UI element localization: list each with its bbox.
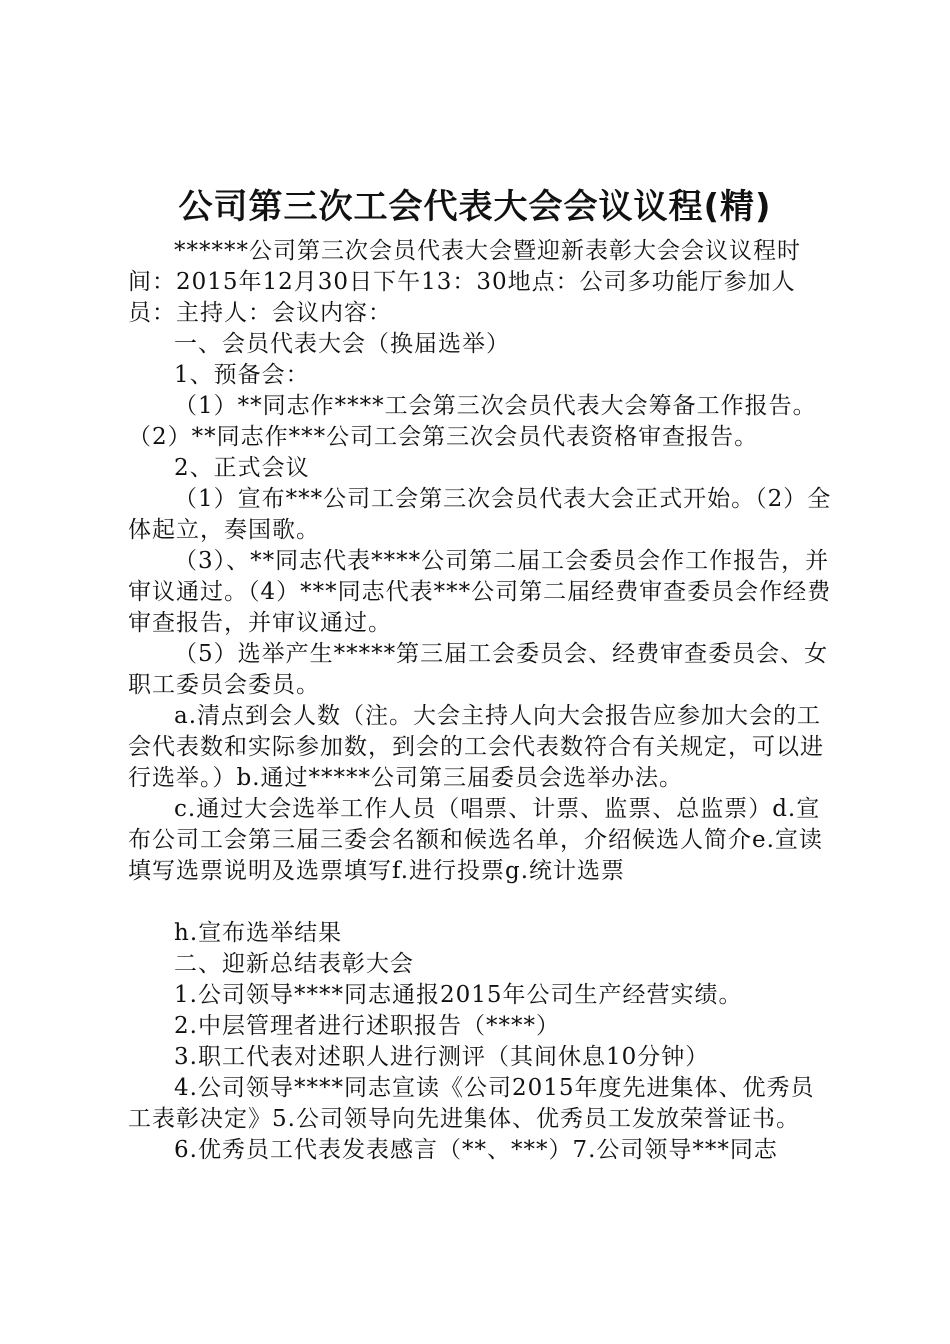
paragraph: 一、会员代表大会（换届选举） [174, 331, 510, 357]
paragraph: （1）**同志作****工会第三次会员代表大会筹备工作报告。（2）**同志作***公司工会第三次会员代表资格审查报告。 [128, 393, 817, 450]
paragraph: （5）选举产生*****第三届工会委员会、经费审查委员会、女职工委员会委员。 [128, 641, 829, 698]
paragraph: （1）宣布***公司工会第三次会员代表大会正式开始。（2）全体起立，奏国歌。 [128, 486, 832, 543]
paragraph: 2、正式会议 [174, 455, 310, 481]
paragraph: 4.公司领导****同志宣读《公司2015年度先进集体、优秀员工表彰决定》5.公司领导向先进集体、优秀员工发放荣誉证书。 [128, 1075, 815, 1132]
paragraph: 二、迎新总结表彰大会 [174, 951, 414, 977]
paragraph: 2.中层管理者进行述职报告（****） [174, 1013, 560, 1039]
paragraph: 1.公司领导****同志通报2015年公司生产经营实绩。 [174, 982, 743, 1008]
paragraph: c.通过大会选举工作人员（唱票、计票、监票、总监票）d.宣布公司工会第三届三委会名额和候选名单，介绍候选人简介e.宣读填写选票说明及选票填写f.进行投票g.统计选票 [128, 796, 823, 884]
paragraph: 6.优秀员工代表发表感言（**、***）7.公司领导***同志 [174, 1137, 778, 1163]
paragraph: ******公司第三次会员代表大会暨迎新表彰大会会议议程时间：2015年12月30日下午13：30地点：公司多功能厅参加人员：主持人：会议内容： [128, 238, 801, 326]
paragraph-spacer [128, 887, 832, 918]
paragraph: h.宣布选举结果 [174, 920, 343, 946]
paragraph: （3）、**同志代表****公司第二届工会委员会作工作报告，并审议通过。（4）***同志代表***公司第二届经费审查委员会作经费审查报告，并审议通过。 [128, 548, 832, 636]
paragraph: 3.职工代表对述职人进行测评（其间休息10分钟） [174, 1044, 710, 1070]
paragraph: a.清点到会人数（注。大会主持人向大会报告应参加大会的工会代表数和实际参加数，到会的工会代表数符合有关规定，可以进行选举。）b.通过*****公司第三届委员会选举办法。 [128, 703, 824, 791]
paragraph: 1、预备会： [174, 362, 310, 388]
document-body [128, 236, 832, 1166]
document-title: 公司第三次工会代表大会会议议程(精) [178, 187, 772, 227]
